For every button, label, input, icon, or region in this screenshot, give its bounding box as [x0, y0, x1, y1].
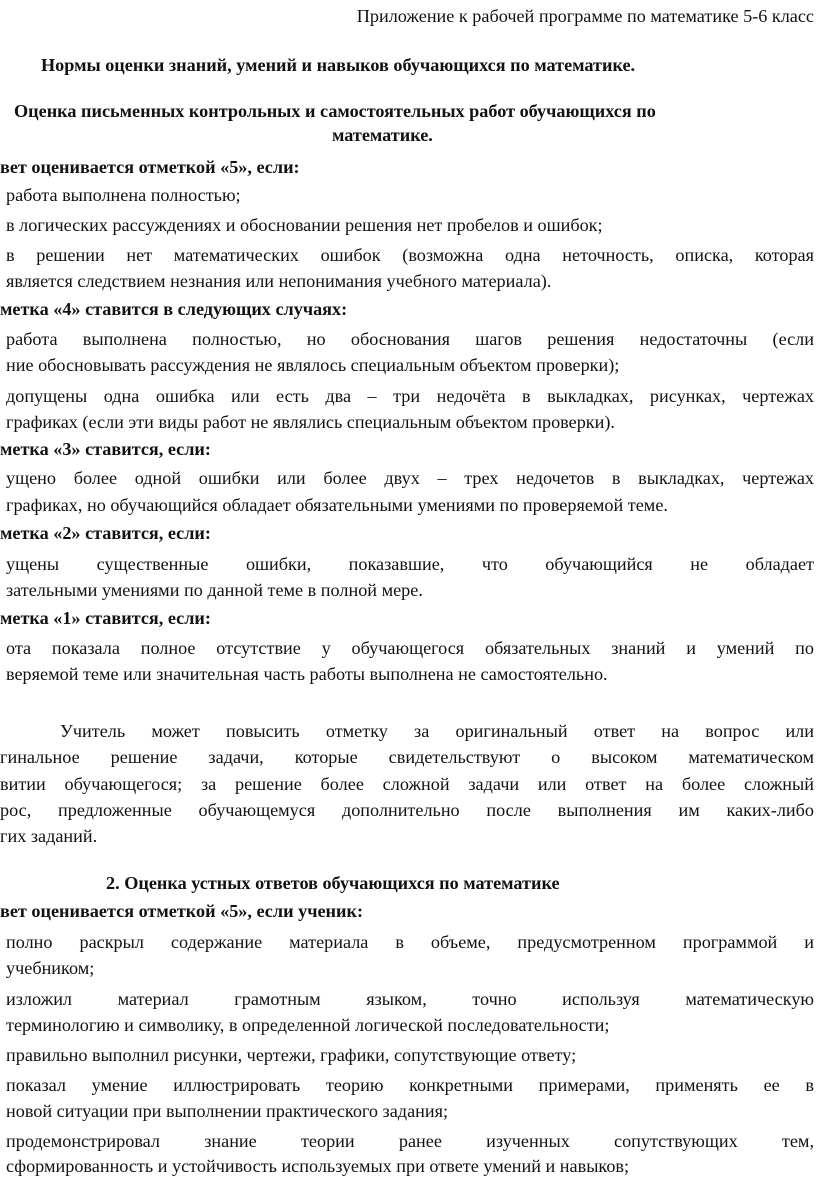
written-grade2-line: зательными умениями по данной теме в полной мере.	[6, 580, 423, 600]
oral-grade5-item: изложил материал грамотным языком, точно используя математическую	[6, 989, 814, 1009]
written-grade1-line: ота показала полное отсутствие у обучающегося обязательных знаний и умений по	[6, 638, 814, 658]
written-grade2-line: ущены существенные ошибки, показавшие, что обучающийся не обладает	[6, 554, 814, 574]
document-title: Нормы оценки знаний, умений и навыков обучающихся по математике.	[41, 55, 636, 75]
written-grade5-item: работа выполнена полностью;	[6, 185, 241, 205]
written-grade4-item-cont: ние обосновывать рассуждения не являлось специальным объектом проверки);	[6, 355, 620, 375]
oral-grade5-item-cont: новой ситуации при выполнении практического задания;	[6, 1101, 449, 1121]
oral-grade5-item-cont: учебником;	[6, 958, 95, 978]
written-grade3-heading: метка «3» ставится, если:	[0, 439, 211, 459]
oral-grade5-item: показал умение иллюстрировать теорию конкретными примерами, применять ее в	[6, 1075, 814, 1095]
written-grade1-heading: метка «1» ставится, если:	[0, 608, 211, 628]
written-grade2-heading: метка «2» ставится, если:	[0, 523, 211, 543]
oral-grade5-item: продемонстрировал знание теории ранее изученных сопутствующих тем,	[6, 1131, 814, 1151]
section1-title-line2: математике.	[332, 125, 433, 145]
oral-grade5-heading: вет оценивается отметкой «5», если ученик:	[0, 901, 364, 921]
oral-grade5-item: полно раскрыл содержание материала в объеме, предусмотренном программой и	[6, 932, 814, 952]
written-grade4-item: работа выполнена полностью, но обоснования шагов решения недостаточны (если	[6, 329, 814, 349]
written-grade3-line: ущено более одной ошибки или более двух – трех недочетов в выкладках, чертежах	[6, 468, 814, 488]
note-line: Учитель может повысить отметку за оригинальный ответ на вопрос или	[60, 721, 814, 741]
note-line: гих заданий.	[0, 826, 98, 846]
oral-grade5-item: правильно выполнил рисунки, чертежи, графики, сопутствующие ответу;	[6, 1045, 577, 1065]
note-line: рос, предложенные обучающемуся дополнительно после выполнения им каких-либо	[0, 800, 814, 820]
written-grade1-line: веряемой теме или значительная часть работы выполнена не самостоятельно.	[6, 664, 608, 684]
note-line: витии обучающегося; за решение более сложной задачи или ответ на более сложный	[0, 774, 814, 794]
written-grade5-item-cont: является следствием незнания или непонимания учебного материала).	[6, 271, 552, 291]
oral-grade5-item-cont: сформированность и устойчивость используемых при ответе умений и навыков;	[6, 1156, 630, 1176]
note-line: гинальное решение задачи, которые свидетельствуют о высоком математическом	[0, 747, 814, 767]
written-grade4-heading: метка «4» ставится в следующих случаях:	[0, 299, 348, 319]
written-grade4-item-cont: графиках (если эти виды работ не являлись специальным объектом проверки).	[6, 412, 615, 432]
section1-title-line1: Оценка письменных контрольных и самостоятельных работ обучающихся по	[14, 101, 656, 121]
written-grade4-item: допущены одна ошибка или есть два – три недочёта в выкладках, рисунках, чертежах	[6, 386, 814, 406]
written-grade3-line: графиках, но обучающийся обладает обязательными умениями по проверяемой теме.	[6, 495, 668, 515]
written-grade5-item: в логических рассуждениях и обосновании решения нет пробелов и ошибок;	[6, 215, 603, 235]
header-text: Приложение к рабочей программе по математике 5-6 класс	[356, 6, 814, 26]
section2-title: 2. Оценка устных ответов обучающихся по математике	[106, 873, 560, 893]
oral-grade5-item-cont: терминологию и символику, в определенной логической последовательности;	[6, 1015, 610, 1035]
written-grade5-heading: вет оценивается отметкой «5», если:	[0, 157, 300, 177]
written-grade5-item: в решении нет математических ошибок (возможна одна неточность, описка, которая	[6, 245, 814, 265]
